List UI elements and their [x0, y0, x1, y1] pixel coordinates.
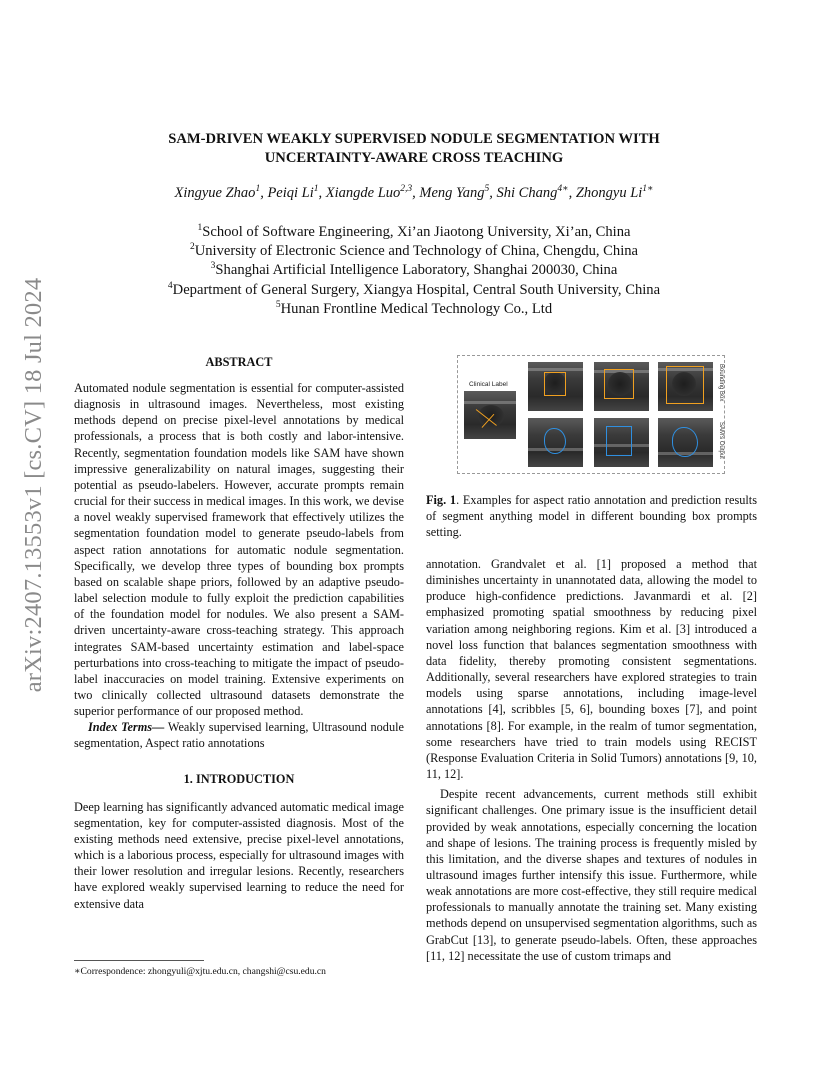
index-terms-text: Weakly supervised learning, Ultrasound nodule segmentation, Aspect ratio annotations [74, 720, 404, 751]
index-terms-label: Index Terms— [88, 720, 165, 735]
bbox-image-1 [528, 362, 583, 411]
affiliation [90, 242, 738, 261]
sam-output-image-2 [594, 418, 649, 467]
author-sup: 5 [484, 184, 490, 194]
author-list: Xingyue Zhao$^1$, Peiqi Li$^1$, Xiangde Luo$^{2,3}$, Meng Yang$^5$, Shi Chang$^{4∗}$, Zhongyu $Li^{1∗}$ [174, 184, 654, 201]
arxiv-stamp [4, 277, 64, 693]
affiliation [90, 261, 738, 280]
clinical-image [464, 391, 516, 439]
paper-title [110, 130, 718, 168]
figure-caption [426, 492, 757, 540]
index-terms [74, 719, 404, 751]
bbox-image-3 [658, 362, 713, 411]
author-sup: 2,3 [400, 184, 413, 194]
intro-heading: 1. INTRODUCTION [183, 771, 295, 786]
author: Xiangde Luo [325, 185, 401, 201]
row-label-bounding-box: Bounding Box [718, 364, 724, 402]
caption-label: Fig. 1 [426, 493, 457, 507]
affiliation-text: University of Electronic Science and Technology of China, Chengdu, China [194, 243, 639, 260]
affiliation [90, 281, 738, 300]
author: Zhongyu Li [575, 185, 643, 201]
title-line-2: UNCERTAINTY-AWARE CROSS TEACHING [264, 150, 564, 166]
left-column [74, 355, 404, 912]
affiliation-text: Hunan Frontline Medical Technology Co., Ltd [280, 300, 553, 317]
affiliation-text: School of Software Engineering, Xi’an Jiaotong University, Xi’an, China [202, 224, 631, 240]
figure-1 [457, 355, 725, 474]
affiliation-list [90, 223, 738, 319]
footnote: ∗Correspondence: zhongyuli@xjtu.edu.cn, changshi@csu.edu.cn [74, 966, 326, 977]
affiliation [90, 300, 738, 319]
row-label-sam-output: SAM's Output [718, 422, 724, 459]
author-sup: 1∗ [642, 184, 654, 194]
affiliation-text: Department of General Surgery, Xiangya Hospital, Central South University, China [172, 281, 661, 298]
author-sup: 1 [313, 184, 319, 194]
author: Shi Chang [496, 185, 558, 201]
clinical-label-caption: Clinical Label [469, 381, 508, 388]
author: Peiqi Li [267, 185, 314, 201]
intro-paragraph: Deep learning has significantly advanced automatic medical image segmentation, key for computer-assisted diagnosis. Most of the existing methods need extensive, precise pixel-level annotations, which is a laborious process, especially for ultrasound images with their lower resolution and irregular lesions. Recently, researchers have explored weakly supervised learning to reduce the need for extensive data [74, 799, 404, 911]
affiliation [90, 223, 738, 242]
right-paragraph-1: annotation. Grandvalet et al. [1] proposed a method that diminishes uncertainty in unannotated data, allowing the model to produce high-confidence predictions. Javanmardi et al. [2] emphasized promoting spatial smoothness by reducing pixel variation among neighboring regions. Kim et al. [3] introduced a novel loss function that balances segmentation smoothness with data fidelity, thereby promoting consistent segmentations. Additionally, several researchers have explored strategies to train models using sparse annotations, including image-level annotations [4], scribbles [5, 6], bounding boxes [7], and point annotations [8]. For example, in the realm of tumor segmentation, some researchers have tried to train models using RECIST (Response Evaluation Criteria in Solid Tumors) annotations [9, 10, 11, 12]. [426, 557, 757, 782]
arxiv-stamp-text: arXiv:2407.13553v1 [cs.CV] 18 Jul 2024 [20, 277, 47, 693]
author: Xingyue Zhao [174, 185, 256, 201]
bbox-image-2 [594, 362, 649, 411]
affiliation-sup: 3 [210, 261, 216, 272]
abstract-text: Automated nodule segmentation is essential for computer-assisted diagnosis in ultrasound images. Nevertheless, most existing methods depend on precise pixel-level annotations by medical professionals, a process that is both costly and labor-intensive. Recently, segmentation foundation models like SAM have shown impressive generalizability on natural images, suggesting their potential as pseudo-labelers. However, accurate prompts remain crucial for their success in medical images. In this work, we devise a novel weakly supervised framework that effectively utilizes the segmentation foundation model to generate pseudo-labels from aspect ration annotations for automatic nodule segmentation. Specifically, we develop three types of bounding box prompts based on scalable shape priors, followed by an adaptive pseudo-label selection module to fully exploit the prediction capabilities of the foundation model for nodules. We also present a SAM-driven uncertainty-aware cross-teaching strategy. This approach integrates SAM-based uncertainty estimation and label-space perturbations into cross-teaching to mitigate the impact of pseudo-label inaccuracies on model training. Extensive experiments on two clinically collected ultrasound datasets demonstrate the superior performance of our proposed method. [74, 381, 404, 719]
sam-output-image-1 [528, 418, 583, 467]
footnote-rule [74, 960, 204, 961]
title-line-1: SAM-DRIVEN WEAKLY SUPERVISED NODULE SEGMENTATION WITH [168, 131, 660, 147]
affiliation-sup: 4 [167, 280, 173, 291]
affiliation-sup: 5 [275, 299, 281, 310]
right-column [426, 556, 757, 964]
affiliation-text: Shanghai Artificial Intelligence Laboratory, Shanghai 200030, China [215, 262, 618, 279]
abstract-heading: ABSTRACT [205, 355, 273, 369]
author-sup: 1 [255, 184, 261, 194]
author-sup: 4∗ [557, 184, 569, 194]
caption-text: . Examples for aspect ratio annotation and prediction results of segment anything model in different bounding box prompts setting. [426, 493, 757, 540]
sam-output-image-3 [658, 418, 713, 467]
affiliation-sup: 2 [189, 242, 195, 253]
right-paragraph-2: Despite recent advancements, current methods still exhibit significant challenges. One primary issue is the insufficient detail provided by weak annotations, especially concerning the location and shape of lesions. The training process is frequently misled by this limitation, and the diverse shapes and textures of nodules in ultrasound images further intensify this issue. Furthermore, while weak annotations are more cost-effective, they still require medical professionals to manually annotate the training set. Many existing methods depend on unsupervised segmentation algorithms, such as GrabCut [13], to generate pseudo-labels. Often, these approaches [11, 12] necessitate the use of custom trimaps and [426, 787, 757, 963]
author: Meng Yang [419, 185, 485, 201]
affiliation-sup: 1 [197, 223, 203, 233]
